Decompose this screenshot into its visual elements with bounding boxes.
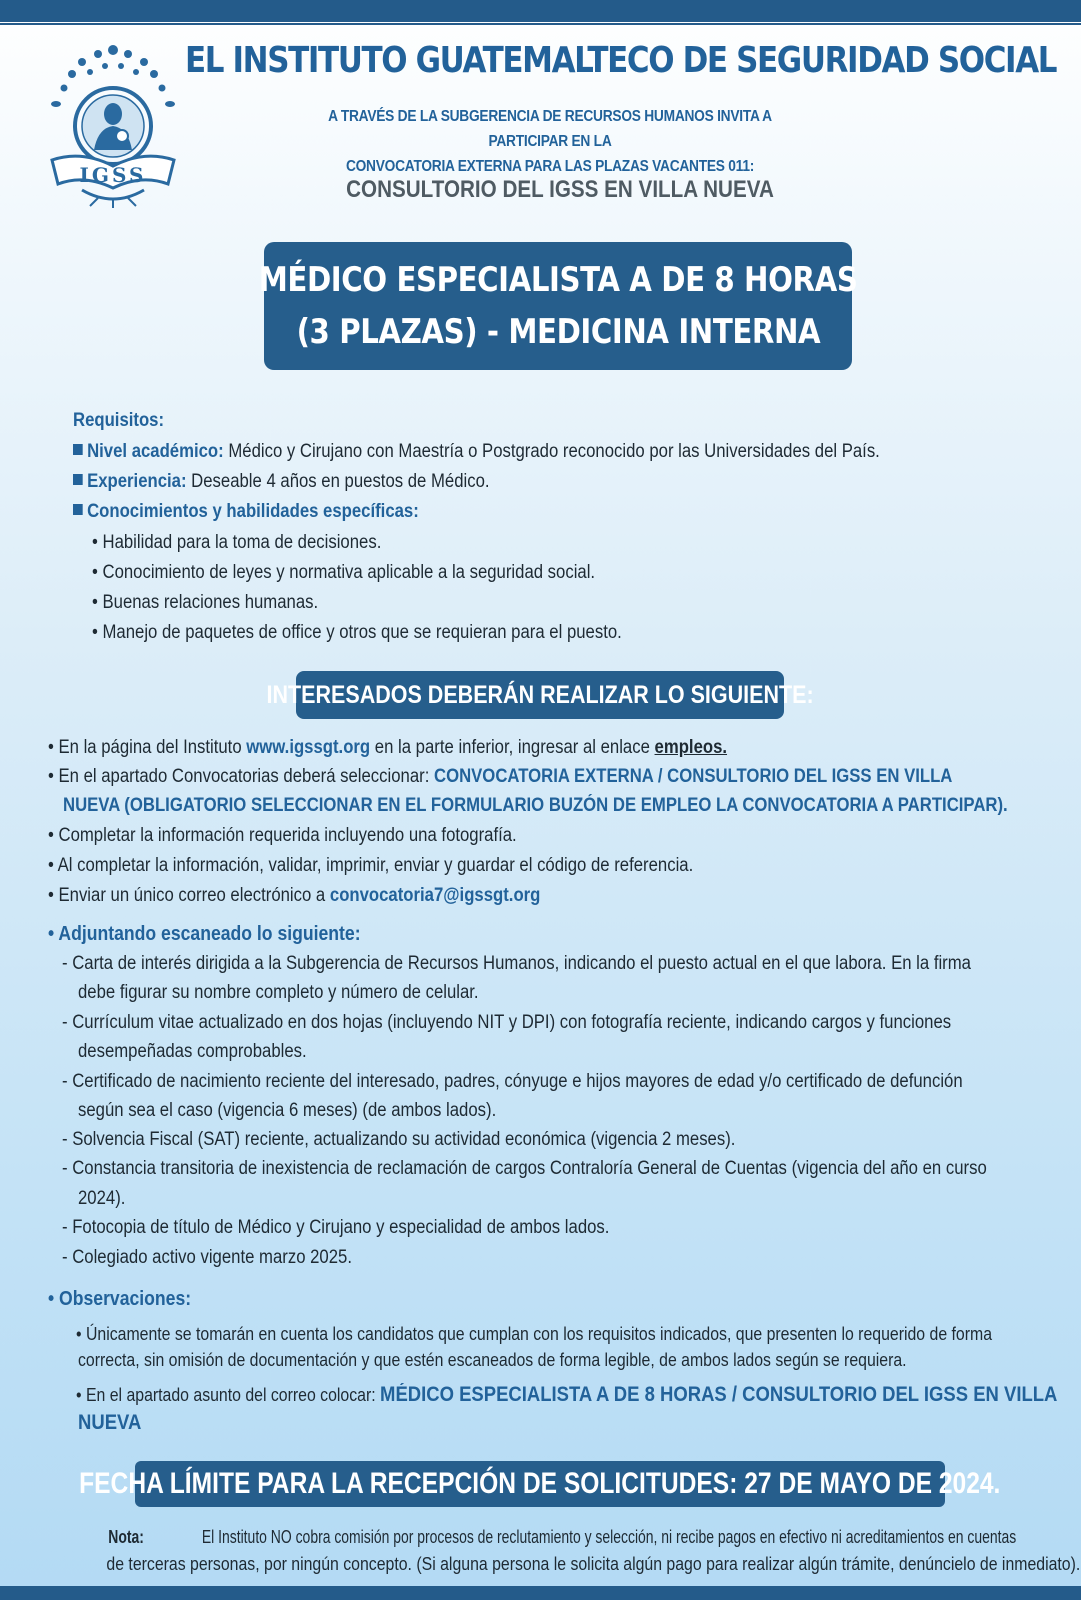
logo-lettering: IGSS [79, 163, 147, 187]
attachment-item: - Carta de interés dirigida a la Subgerencia de Recursos Humanos, indicando el puesto actual en el que labora. En la firma [62, 953, 971, 974]
bottom-border [0, 1586, 1081, 1600]
deadline-text: FECHA LÍMITE PARA LA RECEPCIÓN DE SOLICITUDES: 27 DE MAYO DE 2024. [79, 1467, 1001, 1500]
attachment-item: según sea el caso (vigencia 6 meses) (de ambos lados). [78, 1100, 497, 1121]
academic-label: Nivel académico: [87, 441, 224, 462]
note-line-2: de terceras personas, por ningún concepto. (Si alguna persona le solicita algún pago para realizar algún trámite, denúncielo de inmediato). [106, 1554, 1081, 1574]
experience-label: Experiencia: [87, 471, 187, 492]
subtitle-line-1: A TRAVÉS DE LA SUBGERENCIA DE RECURSOS HUMANOS INVITA A PARTICIPAR EN LA [328, 108, 772, 150]
attachment-item: debe figurar su nombre completo y número de celular. [78, 982, 479, 1003]
igss-logo [42, 38, 184, 210]
requirement-academic [73, 441, 880, 463]
attachment-item: - Certificado de nacimiento reciente del interesado, padres, cónyuge e hijos mayores de edad y/o certificado de defunción [62, 1071, 963, 1092]
observation-item: • Únicamente se tomarán en cuenta los candidatos que cumplan con los requisitos indicados, que presenten lo requerido de forma [76, 1324, 993, 1344]
observation-item-cont: correcta, sin omisión de documentación y que estén escaneados de forma legible, de ambos lados según se requiera. [78, 1350, 907, 1370]
instructions-banner [266, 671, 814, 719]
requirements-heading: Requisitos: [73, 410, 165, 431]
step-select-call-cont [63, 791, 1008, 821]
deadline-banner [79, 1461, 1001, 1507]
location-heading: CONSULTORIO DEL IGSS EN VILLA NUEVA [346, 176, 774, 203]
subject-text: MÉDICO ESPECIALISTA A DE 8 HORAS / CONSULTORIO DEL IGSS EN VILLA [380, 1383, 1058, 1406]
observation-subject [76, 1383, 1057, 1407]
square-bullet-icon [73, 504, 83, 515]
position-line-2: (3 PLAZAS) - MEDICINA INTERNA [296, 312, 820, 352]
skills-label: Conocimientos y habilidades específicas: [87, 501, 419, 522]
step-text: • En la página del Instituto [48, 737, 247, 758]
square-bullet-icon [73, 444, 83, 455]
website-link[interactable]: www.igssgt.org [246, 737, 371, 758]
attachment-item: - Fotocopia de título de Médico y Cirujano y especialidad de ambos lados. [62, 1217, 610, 1238]
requirement-skills [73, 501, 419, 523]
invitation-subtitle [292, 104, 808, 179]
top-border [0, 0, 1081, 22]
attachment-item: - Solvencia Fiscal (SAT) reciente, actualizando su actividad económica (vigencia 2 meses). [62, 1129, 736, 1150]
skill-item: • Conocimiento de leyes y normativa aplicable a la seguridad social. [92, 562, 596, 583]
attachment-item: 2024). [78, 1188, 126, 1209]
empleos-link[interactable]: empleos. [654, 737, 728, 758]
call-name: CONVOCATORIA EXTERNA / CONSULTORIO DEL IGSS EN VILLA [434, 766, 953, 787]
note-label: Nota: [108, 1527, 144, 1547]
square-bullet-icon [73, 474, 83, 485]
subject-text-cont: NUEVA [78, 1411, 142, 1434]
step-website [48, 733, 727, 763]
attachment-item: - Constancia transitoria de inexistencia de reclamación de cargos Contraloría General de Cuentas (vigencia del año en curso [62, 1158, 987, 1179]
observation-text: • En el apartado asunto del correo colocar: [76, 1385, 381, 1405]
call-name-cont: NUEVA (OBLIGATORIO SELECCIONAR EN EL FORMULARIO BUZÓN DE EMPLEO LA CONVOCATORIA A PARTICIPAR). [63, 795, 1008, 816]
note-line-1: El Instituto NO cobra comisión por procesos de reclutamiento y selección, ni recibe pagos en efectivo ni acreditamientos en cuentas [201, 1527, 1017, 1547]
skill-item: • Manejo de paquetes de office y otros que se requieran para el puesto. [92, 622, 622, 643]
position-title-box [258, 242, 858, 370]
attachment-item: - Currículum vitae actualizado en dos hojas (incluyendo NIT y DPI) con fotografía reciente, indicando cargos y funciones [62, 1012, 952, 1033]
observation-subject-cont [78, 1411, 141, 1435]
position-line-1: MÉDICO ESPECIALISTA A DE 8 HORAS [258, 260, 858, 300]
skill-item: • Buenas relaciones humanas. [92, 592, 319, 613]
step-select-call [48, 762, 952, 792]
attachments-heading: • Adjuntando escaneado lo siguiente: [48, 923, 361, 945]
requirement-experience [73, 471, 490, 493]
step-validate: • Al completar la información, validar, imprimir, enviar y guardar el código de referencia. [48, 855, 694, 876]
instructions-banner-text: INTERESADOS DEBERÁN REALIZAR LO SIGUIENTE: [266, 680, 814, 709]
attachment-item: - Colegiado activo vigente marzo 2025. [62, 1247, 352, 1268]
step-text: • Enviar un único correo electrónico a [48, 885, 330, 906]
institution-title: EL INSTITUTO GUATEMALTECO DE SEGURIDAD SOCIAL [185, 40, 1057, 81]
email-link[interactable]: convocatoria7@igssgt.org [329, 885, 541, 906]
footer-note [40, 1524, 1081, 1578]
step-text: • En el apartado Convocatorias deberá seleccionar: [48, 766, 435, 787]
skill-item: • Habilidad para la toma de decisiones. [92, 532, 382, 553]
step-complete-info: • Completar la información requerida incluyendo una fotografía. [48, 825, 517, 846]
experience-text: Deseable 4 años en puestos de Médico. [186, 471, 490, 492]
step-email [48, 881, 540, 911]
observations-heading: • Observaciones: [48, 1288, 192, 1310]
academic-text: Médico y Cirujano con Maestría o Postgrado reconocido por las Universidades del País. [223, 441, 880, 462]
step-text: en la parte inferior, ingresar al enlace [370, 737, 655, 758]
attachment-item: desempeñadas comprobables. [78, 1041, 307, 1062]
subtitle-line-2: CONVOCATORIA EXTERNA PARA LAS PLAZAS VACANTES 011: [345, 158, 755, 175]
